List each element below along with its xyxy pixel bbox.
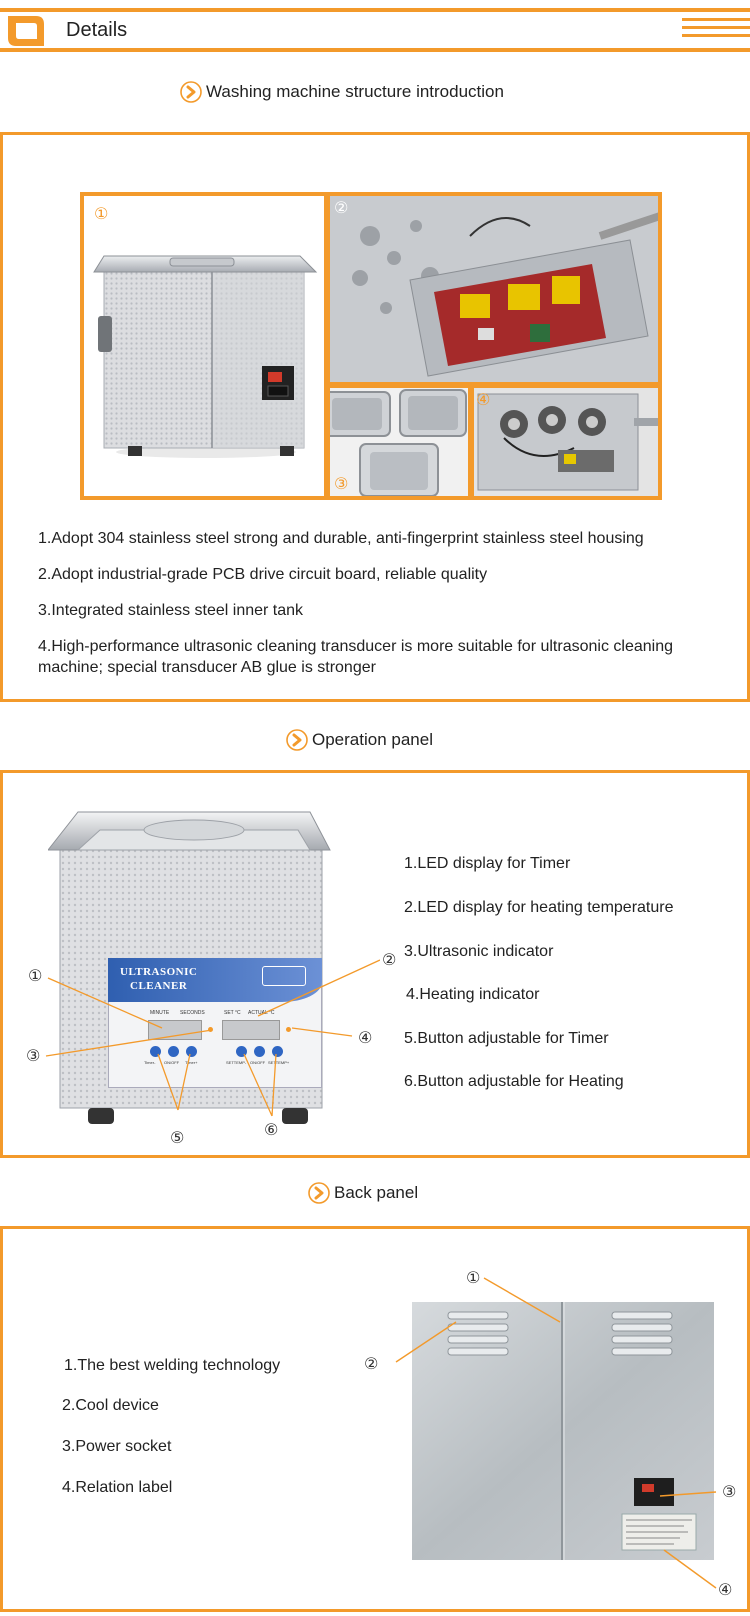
photo-label-4: ④ bbox=[476, 390, 491, 409]
label-actual: ACTUAL °C bbox=[248, 1010, 275, 1016]
label-seconds: SECONDS bbox=[180, 1010, 205, 1016]
photo-pcb bbox=[328, 194, 660, 384]
transducer-illustration bbox=[474, 388, 660, 498]
label-set: SET °C bbox=[224, 1010, 241, 1016]
chevron-right-icon bbox=[180, 81, 202, 103]
header-stripes bbox=[682, 18, 750, 44]
label-settemp-minus: SETTEMP- bbox=[226, 1060, 247, 1065]
photo-transducer bbox=[472, 386, 660, 498]
label-timer-minus: Timer- bbox=[144, 1060, 156, 1065]
back-item-4: 4.Relation label bbox=[62, 1479, 173, 1496]
details-logo-icon bbox=[6, 14, 46, 48]
callout-3: ③ bbox=[26, 1046, 41, 1065]
callout-2: ② bbox=[382, 950, 397, 969]
structure-item-1: 1.Adopt 304 stainless steel strong and durable, anti-fingerprint stainless steel housing bbox=[38, 530, 644, 547]
operation-item-4: 4.Heating indicator bbox=[406, 986, 540, 1003]
label-settemp-plus: SETTEMP+ bbox=[268, 1060, 290, 1065]
chevron-right-icon bbox=[286, 729, 308, 751]
section-heading-text: Washing machine structure introduction bbox=[206, 82, 504, 101]
back-callout-3: ③ bbox=[722, 1482, 737, 1501]
back-item-2: 2.Cool device bbox=[62, 1397, 159, 1414]
operation-item-6: 6.Button adjustable for Heating bbox=[404, 1073, 624, 1090]
back-callout-4: ④ bbox=[718, 1580, 733, 1599]
section-heading-text: Operation panel bbox=[312, 730, 433, 749]
photo-label-2: ② bbox=[334, 198, 349, 217]
section-heading-operation bbox=[286, 726, 433, 754]
back-callout-2: ② bbox=[364, 1354, 379, 1373]
back-callout-1: ① bbox=[466, 1268, 481, 1287]
callout-6: ⑥ bbox=[264, 1120, 279, 1139]
callout-1: ① bbox=[28, 966, 43, 985]
panel-brand-line1: ULTRASONIC bbox=[120, 966, 198, 978]
operation-item-1: 1.LED display for Timer bbox=[404, 855, 571, 872]
cleaner-housing-illustration bbox=[84, 196, 326, 498]
structure-item-3: 3.Integrated stainless steel inner tank bbox=[38, 602, 304, 619]
back-item-3: 3.Power socket bbox=[62, 1438, 172, 1455]
section-heading-text: Back panel bbox=[334, 1183, 419, 1202]
back-callout-lines bbox=[360, 1260, 750, 1610]
header-top-rule bbox=[0, 8, 750, 12]
label-onoff-2: ON/OFF bbox=[250, 1060, 266, 1065]
structure-item-2: 2.Adopt industrial-grade PCB drive circuit board, reliable quality bbox=[38, 566, 488, 583]
label-minute: MINUTE bbox=[150, 1010, 170, 1016]
photo-label-3: ③ bbox=[334, 474, 349, 493]
chevron-right-icon bbox=[308, 1182, 330, 1204]
label-onoff-1: ON/OFF bbox=[164, 1060, 180, 1065]
label-timer-plus: Timer+ bbox=[185, 1060, 198, 1065]
panel-brand-line2: CLEANER bbox=[130, 980, 188, 992]
header-bottom-rule bbox=[0, 48, 750, 52]
inner-tanks-illustration bbox=[330, 388, 470, 498]
operation-callout-lines bbox=[0, 760, 380, 1160]
photo-label-1: ① bbox=[94, 204, 109, 223]
callout-4: ④ bbox=[358, 1028, 373, 1047]
photo-cleaner-housing bbox=[82, 194, 326, 498]
back-item-1: 1.The best welding technology bbox=[64, 1357, 281, 1374]
section-heading-structure bbox=[180, 78, 504, 106]
pcb-illustration bbox=[330, 196, 660, 384]
structure-item-4: 4.High-performance ultrasonic cleaning transducer is more suitable for ultrasonic cleaning machine; special transducer AB glue is stronger bbox=[38, 638, 673, 676]
photo-inner-tanks bbox=[328, 386, 470, 498]
callout-5: ⑤ bbox=[170, 1128, 185, 1147]
operation-item-2: 2.LED display for heating temperature bbox=[404, 899, 674, 916]
operation-item-3: 3.Ultrasonic indicator bbox=[404, 943, 554, 960]
section-heading-back bbox=[308, 1179, 418, 1207]
page-title: Details bbox=[66, 19, 128, 41]
operation-item-5: 5.Button adjustable for Timer bbox=[404, 1030, 609, 1047]
